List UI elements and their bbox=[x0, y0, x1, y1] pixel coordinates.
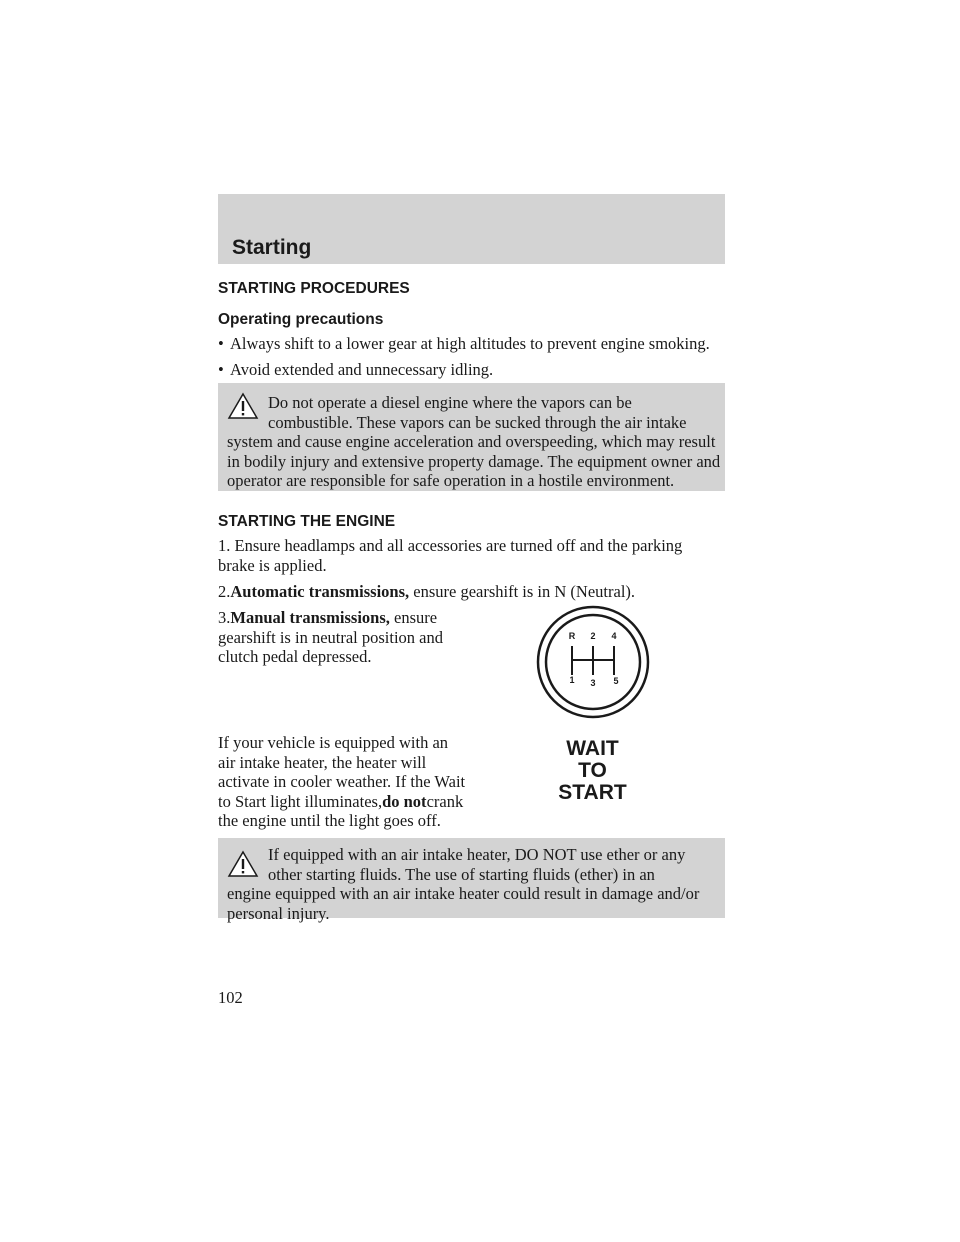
warning-box bbox=[218, 838, 725, 923]
bullet-item bbox=[218, 360, 493, 380]
warning-text-body: system and cause engine acceleration and overspeeding, which may result in bodily injury and extensive property damage. The equipment owner and operator are responsible for safe operation in a hostile environment. bbox=[227, 432, 721, 490]
gear-label-1: 1 bbox=[569, 675, 575, 685]
step-3-bold: Manual transmissions, bbox=[230, 608, 390, 627]
step-1: 1. Ensure headlamps and all accessories are turned off and the parking brake is applied. bbox=[218, 536, 683, 575]
step-3 bbox=[218, 608, 468, 667]
step-2-text: ensure gearshift is in N (Neutral). bbox=[413, 582, 636, 601]
warning-text-body: engine equipped with an air intake heater could result in damage and/or personal injury. bbox=[227, 884, 700, 923]
gearshift-pattern-diagram bbox=[536, 605, 650, 719]
warning-box bbox=[218, 383, 725, 491]
gear-label-5: 5 bbox=[613, 676, 619, 686]
wait-to-start-indicator bbox=[545, 738, 640, 804]
warning-triangle-icon bbox=[227, 392, 259, 420]
wait-line-1: WAIT bbox=[566, 737, 619, 760]
step-2-number: 2. bbox=[218, 582, 231, 601]
gear-label-3: 3 bbox=[590, 678, 596, 688]
bullet-symbol: • bbox=[218, 360, 224, 379]
heater-paragraph bbox=[218, 733, 468, 831]
heater-bold: do not bbox=[382, 791, 427, 811]
gear-label-2: 2 bbox=[590, 631, 596, 641]
step-2-bold: Automatic transmissions, bbox=[230, 582, 410, 601]
warning-text-intro: Do not operate a diesel engine where the vapors can be combustible. These vapors can be sucked through the air intake bbox=[268, 393, 687, 432]
warning-triangle-icon bbox=[227, 850, 259, 878]
step-2 bbox=[218, 582, 723, 602]
section-heading-procedures: STARTING PROCEDURES bbox=[218, 280, 410, 297]
gear-label-4: 4 bbox=[611, 631, 617, 641]
step-3-number: 3. bbox=[218, 608, 231, 627]
bullet-text: Avoid extended and unnecessary idling. bbox=[230, 360, 494, 379]
bullet-text: Always shift to a lower gear at high altitudes to prevent engine smoking. bbox=[230, 334, 710, 353]
bullet-symbol: • bbox=[218, 334, 224, 353]
subheading-precautions: Operating precautions bbox=[218, 311, 384, 328]
wait-line-3: START bbox=[558, 781, 627, 804]
heater-text-a: If your vehicle is equipped with an air intake heater, the heater will activate in cooler weather. If the Wait to Start light illuminates, bbox=[218, 733, 466, 811]
wait-line-2: TO bbox=[578, 759, 607, 782]
warning-text-intro: If equipped with an air intake heater, DO NOT use ether or any other starting fluids. The use of starting fluids (ether) in an bbox=[268, 845, 686, 884]
heater-text-b: crank the engine until the light goes off. bbox=[218, 791, 464, 830]
page-number: 102 bbox=[218, 988, 243, 1007]
bullet-item bbox=[218, 334, 710, 354]
step-3-text: ensure gearshift is in neutral position and clutch pedal depressed. bbox=[218, 608, 443, 666]
chapter-header bbox=[218, 194, 725, 264]
chapter-title: Starting bbox=[232, 236, 312, 259]
gear-label-reverse: R bbox=[568, 631, 576, 641]
section-heading-starting-engine: STARTING THE ENGINE bbox=[218, 513, 396, 530]
